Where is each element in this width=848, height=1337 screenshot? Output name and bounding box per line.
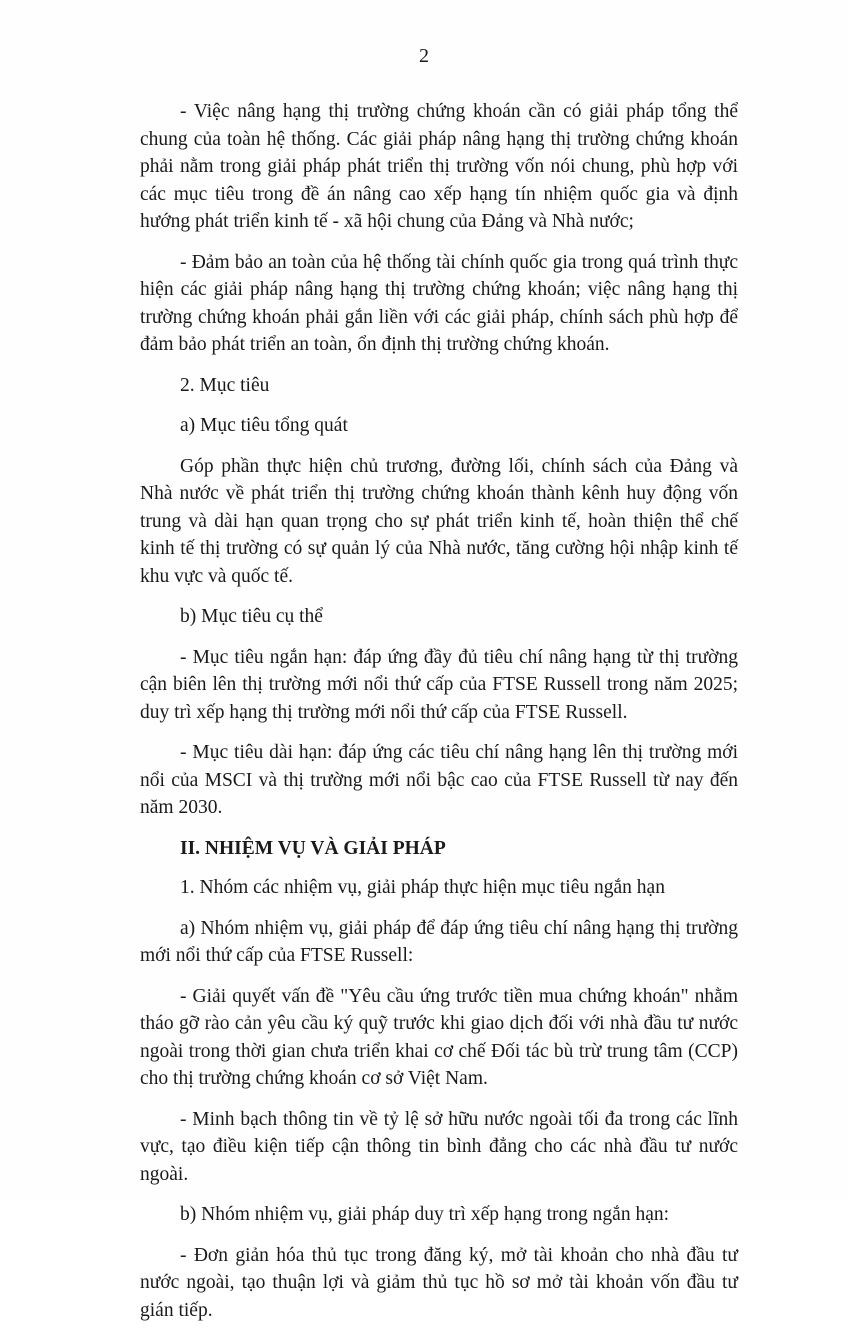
paragraph-long-term-objective: - Mục tiêu dài hạn: đáp ứng các tiêu chí nâng hạng lên thị trường mới nổi của MSCI và thị trường mới nổi bậc cao của FTSE Russell từ nay đến năm 2030.: [140, 742, 738, 818]
paragraph-ftse-criteria-group: a) Nhóm nhiệm vụ, giải pháp để đáp ứng tiêu chí nâng hạng thị trường mới nổi thứ cấp của FTSE Russell:: [140, 917, 738, 966]
section-heading-tasks-solutions: II. NHIỆM VỤ VÀ GIẢI PHÁP: [180, 837, 446, 859]
paragraph-foreign-ownership-transparency: - Minh bạch thông tin về tỷ lệ sở hữu nước ngoài tối đa trong các lĩnh vực, tạo điều kiện tiếp cận thông tin bình đẳng cho các nhà đầu tư nước ngoài.: [140, 1108, 738, 1185]
subsection-heading-short-term-group: 1. Nhóm các nhiệm vụ, giải pháp thực hiện mục tiêu ngắn hạn: [180, 877, 665, 898]
paragraph-financial-safety: - Đảm bảo an toàn của hệ thống tài chính quốc gia trong quá trình thực hiện các giải pháp nâng hạng thị trường chứng khoán; việc nâng hạng thị trường chứng khoán phải gắn liền với các giải pháp, chính sách phù hợp để đảm bảo phát triển an toàn, ổn định thị trường chứng khoán.: [140, 251, 738, 355]
paragraph-maintain-rating-group: b) Nhóm nhiệm vụ, giải pháp duy trì xếp hạng trong ngắn hạn:: [180, 1204, 670, 1225]
paragraph-simplify-account-opening: - Đơn giản hóa thủ tục trong đăng ký, mở tài khoản cho nhà đầu tư nước ngoài, tạo thuận lợi và giảm thủ tục hồ sơ mở tài khoản vốn đầu tư gián tiếp.: [140, 1244, 738, 1321]
page-number: 2: [419, 45, 429, 67]
paragraph-prefunding-issue: - Giải quyết vấn đề "Yêu cầu ứng trước tiền mua chứng khoán" nhằm tháo gỡ rào cản yêu cầu ký quỹ trước khi giao dịch đối với nhà đầu tư nước ngoài trong thời gian chưa triển khai cơ chế Đối tác bù trừ trung tâm (CCP) cho thị trường chứng khoán cơ sở Việt Nam.: [140, 985, 738, 1089]
subsection-heading-general-objective: a) Mục tiêu tổng quát: [180, 415, 348, 436]
paragraph-short-term-objective: - Mục tiêu ngắn hạn: đáp ứng đầy đủ tiêu chí nâng hạng từ thị trường cận biên lên thị trường mới nổi thứ cấp của FTSE Russell trong năm 2025; duy trì xếp hạng thị trường mới nổi thứ cấp của FTSE Russell.: [140, 646, 738, 723]
subsection-heading-specific-objectives: b) Mục tiêu cụ thể: [180, 606, 323, 627]
paragraph-general-objective: Góp phần thực hiện chủ trương, đường lối, chính sách của Đảng và Nhà nước về phát triển thị trường chứng khoán thành kênh huy động vốn trung và dài hạn quan trọng cho sự phát triển kinh tế, hoàn thiện thể chế kinh tế thị trường có sự quản lý của Nhà nước, tăng cường hội nhập kinh tế khu vực và quốc tế.: [140, 455, 738, 587]
section-heading-objectives: 2. Mục tiêu: [180, 374, 270, 396]
paragraph-comprehensive-solution: - Việc nâng hạng thị trường chứng khoán cần có giải pháp tổng thể chung của toàn hệ thống. Các giải pháp nâng hạng thị trường chứng khoán phải nằm trong giải pháp phát triển thị trường vốn nói chung, phù hợp với các mục tiêu trong đề án nâng cao xếp hạng tín nhiệm quốc gia và định hướng phát triển kinh tế - xã hội chung của Đảng và Nhà nước;: [140, 101, 738, 232]
document-body: [140, 98, 738, 1337]
